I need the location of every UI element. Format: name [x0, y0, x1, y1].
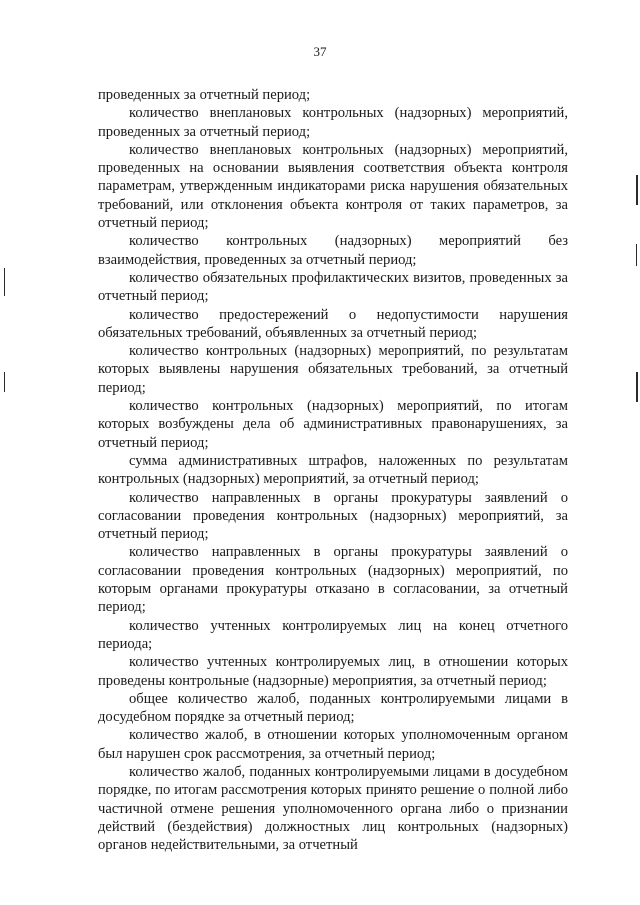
- paragraph: количество направленных в органы прокуратуры заявлений о согласовании проведения контрольных (надзорных) мероприятий, по которым органами прокуратуры отказано в согласовании, за отчетный период;: [98, 544, 568, 616]
- page-number: 37: [313, 44, 327, 59]
- document-body: [98, 86, 568, 854]
- paragraph: количество учтенных контролируемых лиц на конец отчетного периода;: [98, 617, 568, 652]
- paragraph: проведенных за отчетный период;: [98, 87, 311, 103]
- paragraph: количество жалоб, в отношении которых уполномоченным органом был нарушен срок рассмотрения, за отчетный период;: [98, 727, 568, 762]
- paragraph: количество учтенных контролируемых лиц, в отношении которых проведены контрольные (надзорные) мероприятия, за отчетный период;: [98, 654, 568, 689]
- paragraph: количество контрольных (надзорных) мероприятий без взаимодействия, проведенных за отчетный период;: [98, 233, 568, 268]
- scan-mark: [4, 372, 5, 392]
- paragraph: количество внеплановых контрольных (надзорных) мероприятий, проведенных на основании выявления соответствия объекта контроля параметрам, утвержденным индикаторами риска нарушения обязательных требований, или отклонения объекта контроля от таких параметров, за отчетный период;: [98, 141, 568, 232]
- paragraph: количество контрольных (надзорных) мероприятий, по итогам которых возбуждены дела об административных правонарушениях, за отчетный период;: [98, 398, 568, 451]
- scan-mark: [636, 244, 637, 266]
- scan-mark: [636, 372, 638, 402]
- paragraph: количество направленных в органы прокуратуры заявлений о согласовании проведения контрольных (надзорных) мероприятий, за отчетный период;: [98, 489, 568, 543]
- paragraph: количество предостережений о недопустимости нарушения обязательных требований, объявленных за отчетный период;: [98, 306, 568, 341]
- paragraph: количество внеплановых контрольных (надзорных) мероприятий, проведенных за отчетный период;: [98, 105, 568, 140]
- scan-mark: [4, 268, 5, 296]
- paragraph: количество контрольных (надзорных) мероприятий, по результатам которых выявлены нарушения обязательных требований, за отчетный период;: [98, 343, 568, 396]
- scan-mark: [636, 175, 638, 205]
- paragraph: общее количество жалоб, поданных контролируемыми лицами в досудебном порядке за отчетный период;: [98, 690, 568, 726]
- paragraph: количество обязательных профилактических визитов, проведенных за отчетный период;: [98, 269, 568, 305]
- paragraph: количество жалоб, поданных контролируемыми лицами в досудебном порядке, по итогам рассмотрения которых принято решение о полной либо частичной отмене решения уполномоченного органа либо о признании действий (бездействия) должностных лиц контрольных (надзорных) органов недействительными, за отчетный: [98, 763, 568, 854]
- paragraph: сумма административных штрафов, наложенных по результатам контрольных (надзорных) мероприятий, за отчетный период;: [98, 452, 568, 488]
